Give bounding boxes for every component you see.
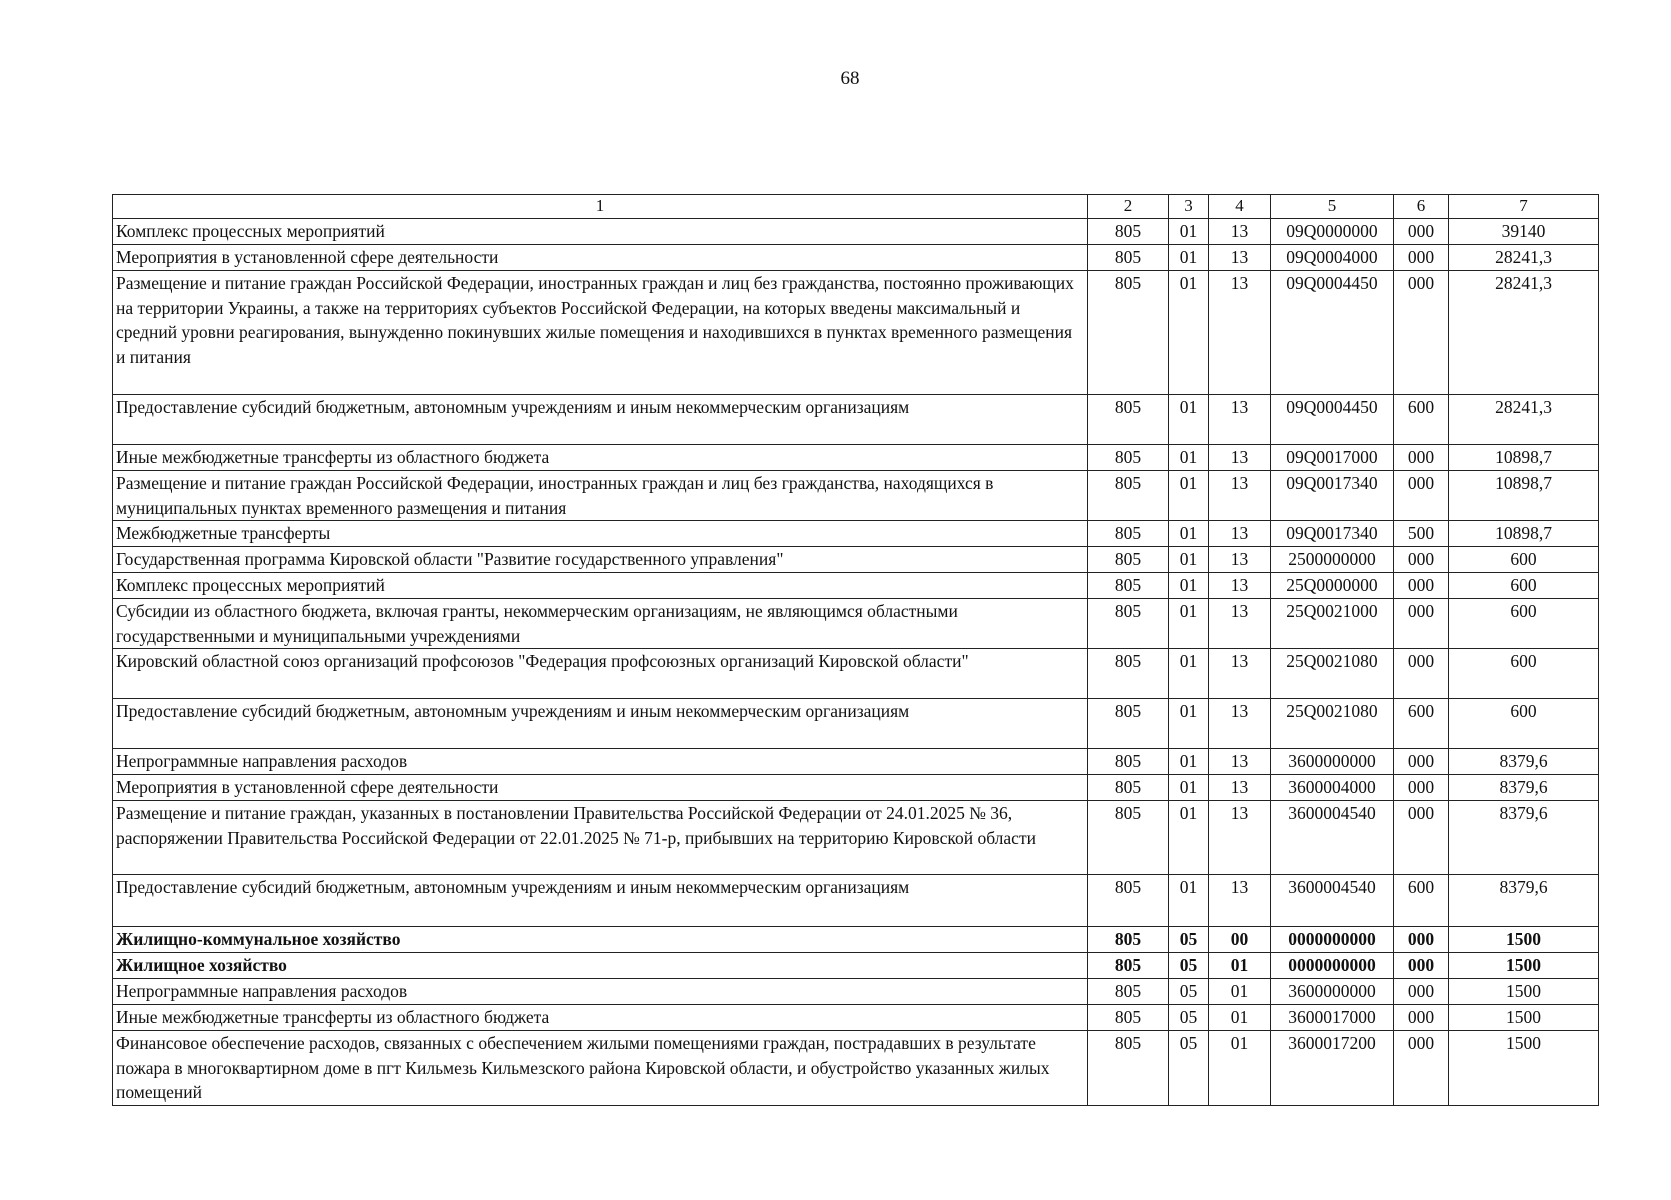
- row-chapter: 805: [1088, 699, 1169, 749]
- row-target-article: 3600004000: [1271, 775, 1394, 801]
- row-expense-type: 000: [1394, 649, 1449, 699]
- row-target-article: 25Q0000000: [1271, 573, 1394, 599]
- table-row: [113, 1031, 1599, 1106]
- row-chapter: 805: [1088, 573, 1169, 599]
- row-amount: 10898,7: [1449, 521, 1599, 547]
- row-subsection: 13: [1209, 875, 1271, 927]
- row-section: 01: [1169, 599, 1209, 649]
- row-section: 01: [1169, 521, 1209, 547]
- row-expense-type: 000: [1394, 979, 1449, 1005]
- row-amount: 1500: [1449, 979, 1599, 1005]
- row-amount: 8379,6: [1449, 775, 1599, 801]
- row-subsection: 13: [1209, 245, 1271, 271]
- row-subsection: 13: [1209, 649, 1271, 699]
- row-target-article: 3600000000: [1271, 749, 1394, 775]
- row-section: 01: [1169, 547, 1209, 573]
- row-section: 01: [1169, 775, 1209, 801]
- row-expense-type: 000: [1394, 271, 1449, 395]
- row-target-article: 2500000000: [1271, 547, 1394, 573]
- row-subsection: 13: [1209, 699, 1271, 749]
- row-expense-type: 600: [1394, 875, 1449, 927]
- table-row: [113, 521, 1599, 547]
- row-name: Непрограммные направления расходов: [113, 979, 1088, 1005]
- row-subsection: 01: [1209, 953, 1271, 979]
- row-subsection: 13: [1209, 573, 1271, 599]
- row-name: Финансовое обеспечение расходов, связанных с обеспечением жилыми помещениями граждан, пострадавших в результате пожара в многоквартирном доме в пгт Кильмезь Кильмезского района Кировской области, и обустройство указанных жилых помещений: [113, 1031, 1088, 1106]
- row-chapter: 805: [1088, 471, 1169, 521]
- row-name: Предоставление субсидий бюджетным, автономным учреждениям и иным некоммерческим организациям: [113, 395, 1088, 445]
- row-chapter: 805: [1088, 749, 1169, 775]
- row-section: 01: [1169, 245, 1209, 271]
- row-section: 05: [1169, 927, 1209, 953]
- row-subsection: 13: [1209, 219, 1271, 245]
- row-target-article: 3600000000: [1271, 979, 1394, 1005]
- header-col-1: 1: [113, 195, 1088, 219]
- row-name: Субсидии из областного бюджета, включая гранты, некоммерческим организациям, не являющимся областными государственными и муниципальными учреждениями: [113, 599, 1088, 649]
- row-target-article: 3600004540: [1271, 801, 1394, 875]
- row-amount: 28241,3: [1449, 245, 1599, 271]
- row-subsection: 13: [1209, 471, 1271, 521]
- header-col-3: 3: [1169, 195, 1209, 219]
- header-row: [113, 195, 1599, 219]
- row-chapter: 805: [1088, 219, 1169, 245]
- table-row: [113, 599, 1599, 649]
- row-subsection: 13: [1209, 445, 1271, 471]
- row-amount: 8379,6: [1449, 749, 1599, 775]
- row-chapter: 805: [1088, 245, 1169, 271]
- row-subsection: 13: [1209, 599, 1271, 649]
- row-subsection: 13: [1209, 271, 1271, 395]
- table-row: [113, 573, 1599, 599]
- row-target-article: 0000000000: [1271, 927, 1394, 953]
- row-subsection: 01: [1209, 1031, 1271, 1106]
- row-chapter: 805: [1088, 599, 1169, 649]
- table-row: [113, 547, 1599, 573]
- row-expense-type: 000: [1394, 573, 1449, 599]
- row-target-article: 09Q0000000: [1271, 219, 1394, 245]
- row-chapter: 805: [1088, 927, 1169, 953]
- row-subsection: 13: [1209, 395, 1271, 445]
- table-row: [113, 801, 1599, 875]
- header-col-2: 2: [1088, 195, 1169, 219]
- row-target-article: 09Q0004000: [1271, 245, 1394, 271]
- row-name: Кировский областной союз организаций профсоюзов "Федерация профсоюзных организаций Кировской области": [113, 649, 1088, 699]
- table-row: [113, 875, 1599, 927]
- row-chapter: 805: [1088, 649, 1169, 699]
- row-name: Размещение и питание граждан Российской Федерации, иностранных граждан и лиц без гражданства, постоянно проживающих на территории Украины, а также на территориях субъектов Российской Федерации, на которых введены максимальный и средний уровни реагирования, вынужденно покинувших жилые помещения и находившихся в пунктах временного размещения и питания: [113, 271, 1088, 395]
- row-target-article: 3600017200: [1271, 1031, 1394, 1106]
- row-name: Иные межбюджетные трансферты из областного бюджета: [113, 445, 1088, 471]
- row-expense-type: 600: [1394, 395, 1449, 445]
- row-target-article: 09Q0017000: [1271, 445, 1394, 471]
- row-section: 01: [1169, 395, 1209, 445]
- table-row: [113, 699, 1599, 749]
- row-amount: 600: [1449, 599, 1599, 649]
- row-chapter: 805: [1088, 547, 1169, 573]
- row-amount: 600: [1449, 573, 1599, 599]
- row-expense-type: 000: [1394, 471, 1449, 521]
- row-chapter: 805: [1088, 1031, 1169, 1106]
- row-name: Межбюджетные трансферты: [113, 521, 1088, 547]
- table-row: [113, 979, 1599, 1005]
- row-chapter: 805: [1088, 521, 1169, 547]
- table-row: [113, 219, 1599, 245]
- row-chapter: 805: [1088, 875, 1169, 927]
- row-section: 05: [1169, 979, 1209, 1005]
- row-name: Комплекс процессных мероприятий: [113, 573, 1088, 599]
- table-row: [113, 271, 1599, 395]
- row-target-article: 3600004540: [1271, 875, 1394, 927]
- row-section: 01: [1169, 219, 1209, 245]
- row-name: Жилищно-коммунальное хозяйство: [113, 927, 1088, 953]
- row-amount: 1500: [1449, 1031, 1599, 1106]
- row-expense-type: 000: [1394, 953, 1449, 979]
- row-name: Мероприятия в установленной сфере деятельности: [113, 775, 1088, 801]
- row-amount: 39140: [1449, 219, 1599, 245]
- table-row: [113, 775, 1599, 801]
- row-amount: 1500: [1449, 927, 1599, 953]
- row-chapter: 805: [1088, 1005, 1169, 1031]
- row-chapter: 805: [1088, 953, 1169, 979]
- row-chapter: 805: [1088, 775, 1169, 801]
- row-amount: 1500: [1449, 953, 1599, 979]
- row-section: 01: [1169, 471, 1209, 521]
- row-target-article: 09Q0004450: [1271, 395, 1394, 445]
- row-section: 01: [1169, 445, 1209, 471]
- row-section: 01: [1169, 801, 1209, 875]
- row-target-article: 3600017000: [1271, 1005, 1394, 1031]
- row-target-article: 25Q0021000: [1271, 599, 1394, 649]
- row-amount: 600: [1449, 547, 1599, 573]
- row-expense-type: 600: [1394, 699, 1449, 749]
- row-section: 01: [1169, 699, 1209, 749]
- row-subsection: 13: [1209, 749, 1271, 775]
- row-amount: 8379,6: [1449, 801, 1599, 875]
- row-amount: 1500: [1449, 1005, 1599, 1031]
- row-name: Непрограммные направления расходов: [113, 749, 1088, 775]
- table-row: [113, 395, 1599, 445]
- row-section: 01: [1169, 573, 1209, 599]
- row-name: Иные межбюджетные трансферты из областного бюджета: [113, 1005, 1088, 1031]
- row-chapter: 805: [1088, 271, 1169, 395]
- row-section: 01: [1169, 649, 1209, 699]
- row-expense-type: 000: [1394, 1005, 1449, 1031]
- row-expense-type: 000: [1394, 599, 1449, 649]
- row-name: Предоставление субсидий бюджетным, автономным учреждениям и иным некоммерческим организациям: [113, 875, 1088, 927]
- row-section: 05: [1169, 1031, 1209, 1106]
- row-name: Государственная программа Кировской области "Развитие государственного управления": [113, 547, 1088, 573]
- budget-table: [112, 194, 1599, 1106]
- row-target-article: 0000000000: [1271, 953, 1394, 979]
- row-chapter: 805: [1088, 979, 1169, 1005]
- row-name: Комплекс процессных мероприятий: [113, 219, 1088, 245]
- row-expense-type: 000: [1394, 547, 1449, 573]
- row-amount: 28241,3: [1449, 271, 1599, 395]
- row-chapter: 805: [1088, 801, 1169, 875]
- row-target-article: 25Q0021080: [1271, 699, 1394, 749]
- page-number: 68: [840, 68, 860, 89]
- row-section: 01: [1169, 875, 1209, 927]
- table-row: [113, 245, 1599, 271]
- row-name: Жилищное хозяйство: [113, 953, 1088, 979]
- table-row: [113, 927, 1599, 953]
- row-target-article: 09Q0017340: [1271, 521, 1394, 547]
- row-subsection: 00: [1209, 927, 1271, 953]
- row-chapter: 805: [1088, 395, 1169, 445]
- row-expense-type: 000: [1394, 749, 1449, 775]
- row-name: Мероприятия в установленной сфере деятельности: [113, 245, 1088, 271]
- row-section: 01: [1169, 749, 1209, 775]
- row-amount: 10898,7: [1449, 445, 1599, 471]
- row-subsection: 13: [1209, 521, 1271, 547]
- row-chapter: 805: [1088, 445, 1169, 471]
- header-col-6: 6: [1394, 195, 1449, 219]
- row-expense-type: 000: [1394, 801, 1449, 875]
- table-row: [113, 1005, 1599, 1031]
- row-subsection: 13: [1209, 775, 1271, 801]
- row-expense-type: 500: [1394, 521, 1449, 547]
- row-expense-type: 000: [1394, 775, 1449, 801]
- row-subsection: 01: [1209, 979, 1271, 1005]
- row-subsection: 01: [1209, 1005, 1271, 1031]
- row-name: Размещение и питание граждан Российской Федерации, иностранных граждан и лиц без гражданства, находящихся в муниципальных пунктах временного размещения и питания: [113, 471, 1088, 521]
- row-expense-type: 000: [1394, 445, 1449, 471]
- table-row: [113, 471, 1599, 521]
- table-row: [113, 649, 1599, 699]
- row-section: 01: [1169, 271, 1209, 395]
- header-col-4: 4: [1209, 195, 1271, 219]
- table-row: [113, 749, 1599, 775]
- row-expense-type: 000: [1394, 1031, 1449, 1106]
- row-expense-type: 000: [1394, 219, 1449, 245]
- row-subsection: 13: [1209, 547, 1271, 573]
- row-name: Размещение и питание граждан, указанных в постановлении Правительства Российской Федерации от 24.01.2025 № 36, распоряжении Правительства Российской Федерации от 22.01.2025 № 71-р, прибывших на территорию Кировской области: [113, 801, 1088, 875]
- row-section: 05: [1169, 953, 1209, 979]
- table-row: [113, 953, 1599, 979]
- header-col-7: 7: [1449, 195, 1599, 219]
- row-amount: 600: [1449, 649, 1599, 699]
- row-target-article: 09Q0017340: [1271, 471, 1394, 521]
- row-amount: 8379,6: [1449, 875, 1599, 927]
- row-amount: 600: [1449, 699, 1599, 749]
- row-section: 05: [1169, 1005, 1209, 1031]
- row-expense-type: 000: [1394, 245, 1449, 271]
- row-name: Предоставление субсидий бюджетным, автономным учреждениям и иным некоммерческим организациям: [113, 699, 1088, 749]
- row-expense-type: 000: [1394, 927, 1449, 953]
- row-subsection: 13: [1209, 801, 1271, 875]
- row-amount: 10898,7: [1449, 471, 1599, 521]
- header-col-5: 5: [1271, 195, 1394, 219]
- table-row: [113, 445, 1599, 471]
- row-target-article: 09Q0004450: [1271, 271, 1394, 395]
- row-target-article: 25Q0021080: [1271, 649, 1394, 699]
- row-amount: 28241,3: [1449, 395, 1599, 445]
